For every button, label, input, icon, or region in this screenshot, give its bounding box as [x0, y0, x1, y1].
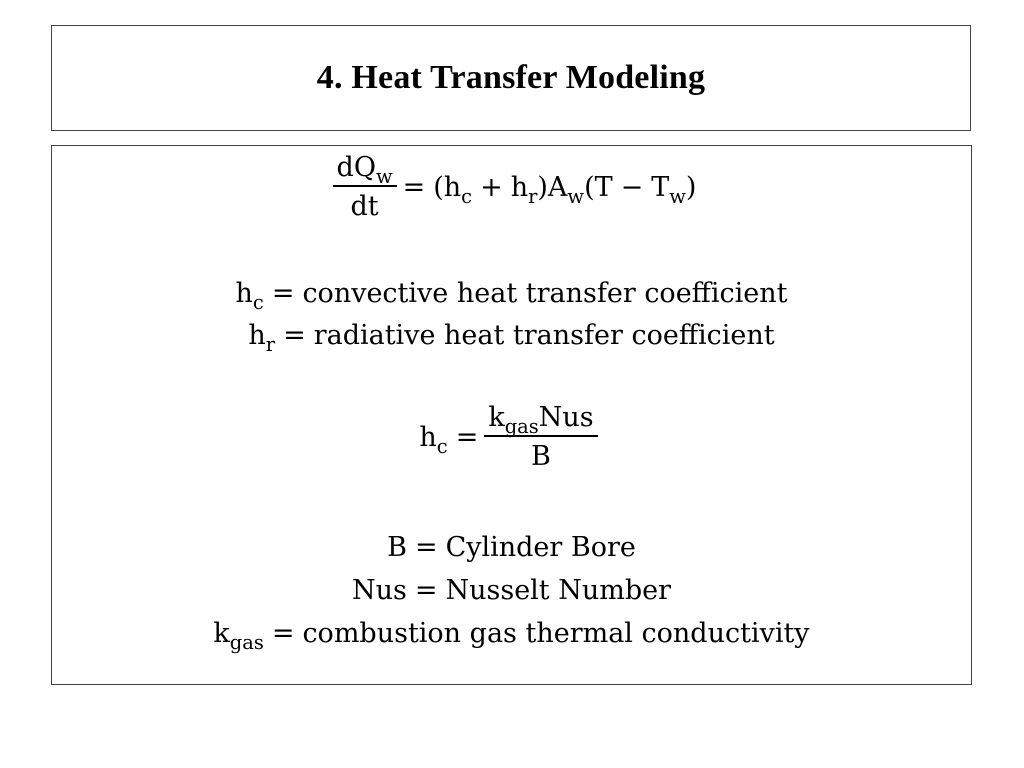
definition-kgas: $k_{gas}$ = combustion gas thermal conductivity [213, 618, 810, 654]
definition-nus: Nus = Nusselt Number [351, 575, 672, 606]
definition-hc: $h_c$ = convective heat transfer coefficient [235, 278, 788, 314]
fraction-denominator: B [531, 441, 551, 473]
equation-rhs: $(h_c + h_r)A_w(T - T_w)$ [433, 171, 697, 208]
fraction-numerator: $k_{gas}Nus$ [488, 402, 594, 438]
definition-hr: $h_r$ = radiative heat transfer coefficient [248, 320, 775, 356]
equals-sign: = [455, 421, 479, 453]
convective-coefficient-equation [52, 402, 971, 472]
equals-sign: = [402, 171, 426, 203]
heat-transfer-equation [52, 152, 971, 222]
content-box [51, 145, 972, 685]
equation-lhs: $h_c$ [419, 421, 448, 458]
fraction-numerator: $dQ_w$ [336, 152, 393, 188]
slide-title: 4. Heat Transfer Modeling [316, 59, 706, 96]
definition-b: B = Cylinder Bore [387, 532, 636, 563]
title-box [51, 25, 971, 131]
fraction-denominator: dt [350, 191, 379, 223]
dq-dt-fraction [333, 152, 397, 222]
kgas-nus-over-b-fraction [484, 402, 597, 472]
